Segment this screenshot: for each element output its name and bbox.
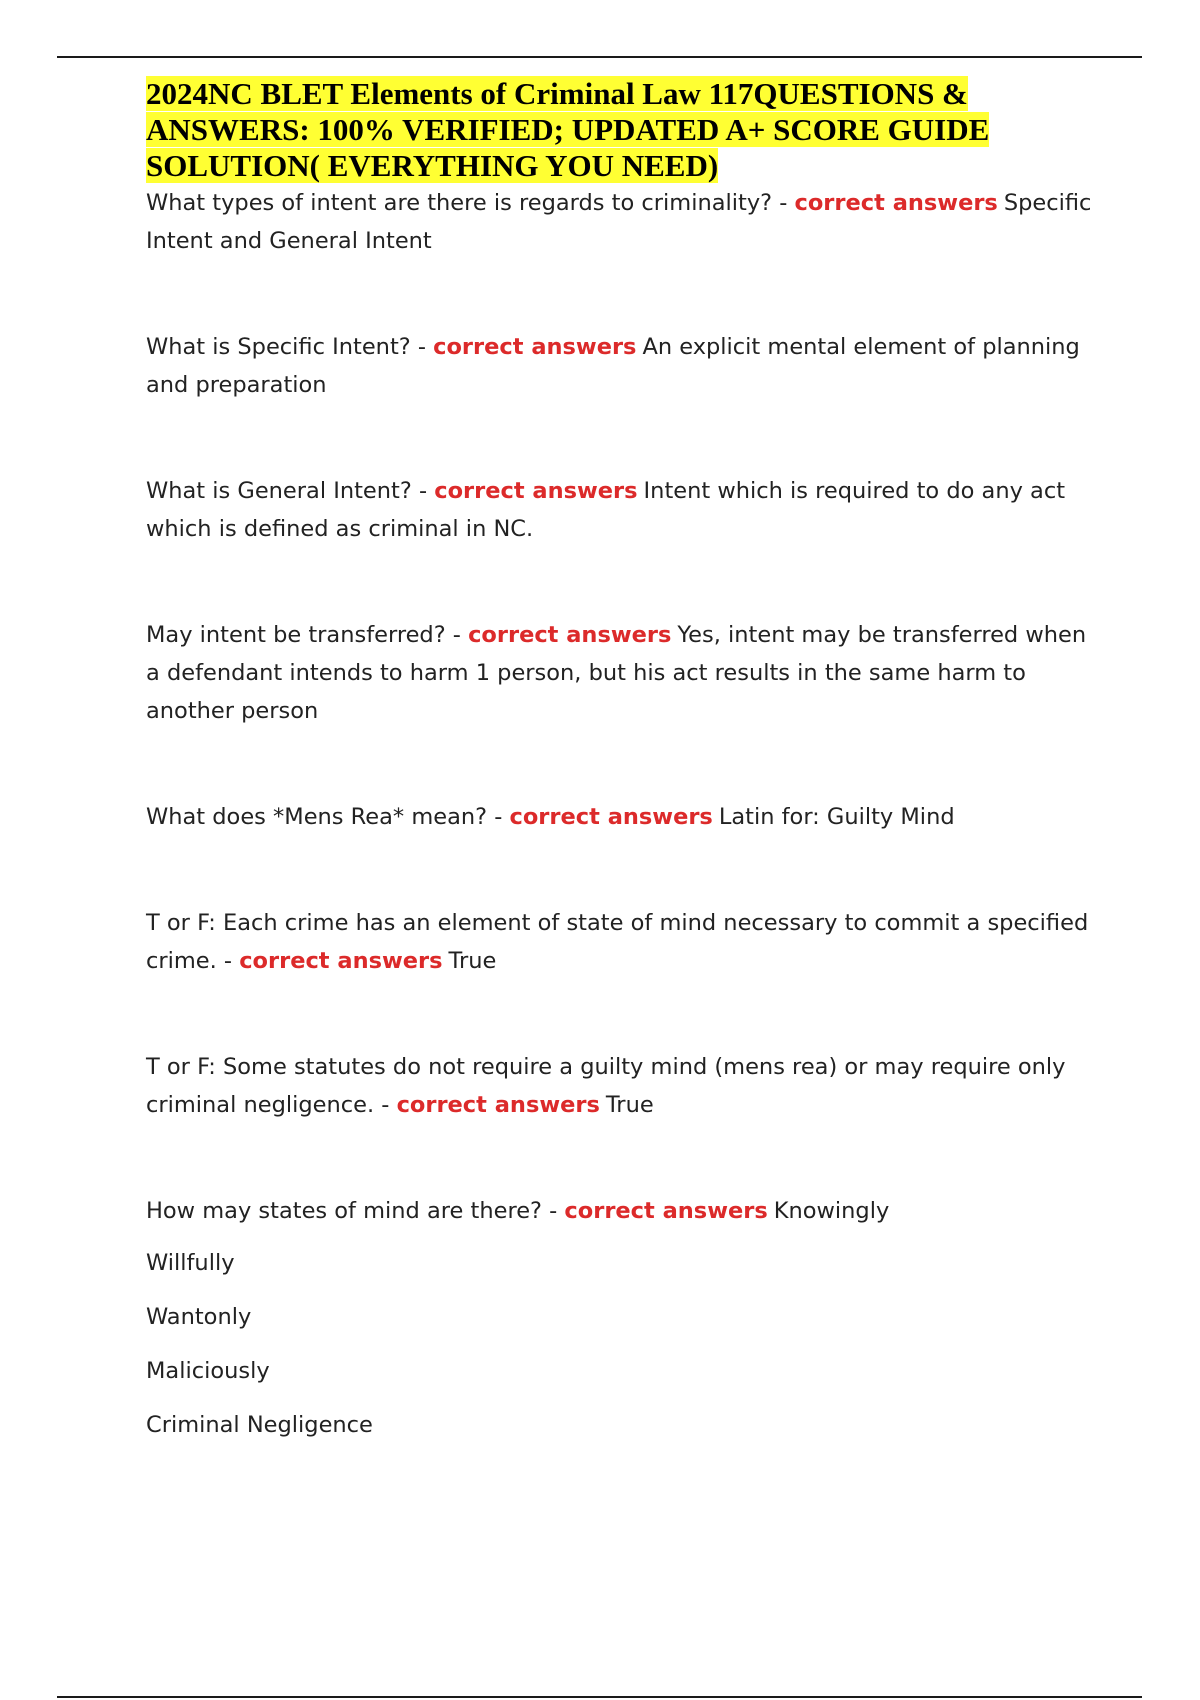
answer-text: An explicit mental element of planning and preparation [146, 334, 1080, 398]
answer-continuation [146, 1244, 1096, 1444]
continuation-line: Wantonly [146, 1304, 252, 1330]
answer-text: Intent which is required to do any act which is defined as criminal in NC. [146, 478, 1066, 542]
question-text: What is General Intent? - [146, 478, 435, 504]
continuation-line: Criminal Negligence [146, 1412, 373, 1438]
question-text: May intent be transferred? - [146, 622, 469, 648]
qa-item [146, 184, 1096, 260]
qa-item [146, 472, 1096, 548]
continuation-line: Willfully [146, 1250, 235, 1276]
qa-item [146, 1192, 1096, 1230]
answer-text: Yes, intent may be transferred when a defendant intends to harm 1 person, but his act results in the same harm to another person [146, 622, 1087, 724]
qa-list [146, 184, 1096, 1230]
bottom-rule [57, 1696, 1142, 1698]
correct-answers-label: correct answers [468, 622, 672, 648]
correct-answers-label: correct answers [433, 334, 637, 360]
title-highlight: 2024NC BLET Elements of Criminal Law 117QUESTIONS & ANSWERS: 100% VERIFIED; UPDATED A+ SCORE GUIDE SOLUTION( EVERYTHING YOU NEED) [146, 76, 990, 183]
question-text: What is Specific Intent? - [146, 334, 434, 360]
qa-item [146, 616, 1096, 730]
top-rule [57, 56, 1142, 58]
document-page [146, 76, 1096, 1444]
correct-answers-label: correct answers [564, 1198, 768, 1224]
answer-text: Specific Intent and General Intent [146, 190, 1092, 254]
continuation-line: Maliciously [146, 1358, 270, 1384]
question-text: How may states of mind are there? - [146, 1198, 565, 1224]
answer-text: Latin for: Guilty Mind [718, 804, 955, 830]
correct-answers-label: correct answers [434, 478, 638, 504]
answer-text: True [448, 948, 497, 974]
correct-answers-label: correct answers [794, 190, 998, 216]
question-text: What does *Mens Rea* mean? - [146, 804, 510, 830]
qa-item [146, 328, 1096, 404]
answer-text: True [605, 1092, 654, 1118]
qa-item [146, 904, 1096, 980]
qa-item [146, 798, 1096, 836]
question-text: What types of intent are there is regards to criminality? - [146, 190, 795, 216]
question-text: T or F: Each crime has an element of state of mind necessary to commit a specified crime. - [146, 910, 1089, 974]
correct-answers-label: correct answers [509, 804, 713, 830]
qa-item [146, 1048, 1096, 1124]
question-text: T or F: Some statutes do not require a guilty mind (mens rea) or may require only criminal negligence. - [146, 1054, 1066, 1118]
document-title [146, 76, 1096, 184]
correct-answers-label: correct answers [239, 948, 443, 974]
answer-text: Knowingly [773, 1198, 890, 1224]
correct-answers-label: correct answers [396, 1092, 600, 1118]
